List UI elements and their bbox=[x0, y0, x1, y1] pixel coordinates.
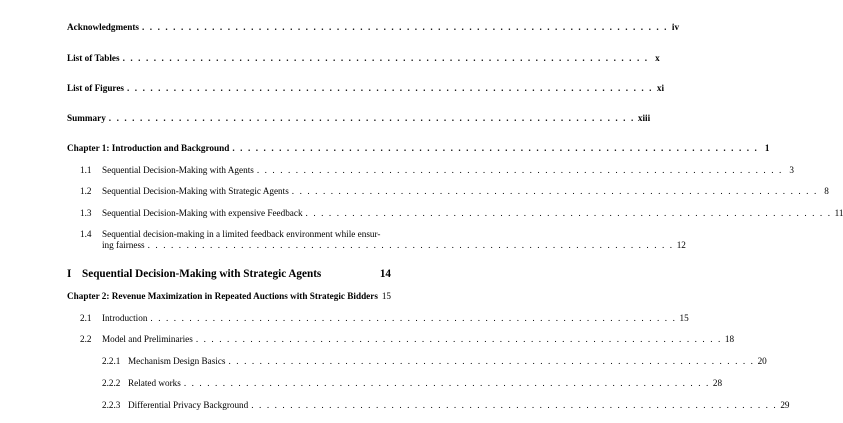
toc-label-line-1: Sequential decision-making in a limited feedback environment while ensur- bbox=[102, 229, 381, 239]
part-title: Sequential Decision-Making with Strategic Agents bbox=[82, 268, 322, 280]
dot-leader: . . . . . . . . . . . . . . . . . . . . . . . . . . . . . . . . . . . . . . . . . . . . . . . . . . . . . . . . . . . . . . . . . . . . bbox=[147, 240, 674, 250]
toc-chapter-1[interactable] bbox=[67, 143, 770, 154]
toc-label: Related works bbox=[128, 378, 181, 388]
section-number: 2.2.2 bbox=[102, 378, 121, 388]
toc-label: Sequential Decision-Making with Strategic Agents bbox=[102, 186, 289, 196]
dot-leader: . . . . . . . . . . . . . . . . . . . . . . . . . . . . . . . . . . . . . . . . . . . . . . . . . . . . . . . . . . . . . . . . . . . . bbox=[251, 400, 778, 410]
toc-chapter-2[interactable] bbox=[67, 291, 391, 302]
section-number: 2.2.1 bbox=[102, 356, 121, 366]
toc-entry-acknowledgments[interactable] bbox=[67, 22, 680, 33]
toc-section-2-2[interactable] bbox=[80, 334, 735, 345]
toc-page-number: 15 bbox=[381, 291, 391, 301]
part-number: I bbox=[67, 268, 72, 280]
dot-leader: . . . . . . . . . . . . . . . . . . . . . . . . . . . . . . . . . . . . . . . . . . . . . . . . . . . . . . . . . . . . . . . . . . . . bbox=[195, 334, 722, 344]
toc-section-1-1[interactable] bbox=[80, 165, 794, 176]
toc-section-1-4-continued[interactable] bbox=[102, 240, 686, 251]
toc-label: Differential Privacy Background bbox=[128, 400, 249, 410]
dot-leader: . . . . . . . . . . . . . . . . . . . . . . . . . . . . . . . . . . . . . . . . . . . . . . . . . . . . . . . . . . . . . . . . . . . . bbox=[256, 165, 783, 175]
toc-label: List of Figures bbox=[67, 83, 124, 93]
toc-page-number: 12 bbox=[676, 240, 686, 250]
toc-label-line-2: ing fairness bbox=[102, 240, 145, 250]
toc-page-number: 3 bbox=[789, 165, 794, 175]
section-number: 1.4 bbox=[80, 229, 92, 239]
toc-page-number: xiii bbox=[637, 113, 651, 123]
section-number: 2.2 bbox=[80, 334, 92, 344]
dot-leader: . . . . . . . . . . . . . . . . . . . . . . . . . . . . . . . . . . . . . . . . . . . . . . . . . . . . . . . . . . . . . . . . . . . . bbox=[127, 83, 654, 93]
section-number: 1.2 bbox=[80, 186, 92, 196]
toc-label: List of Tables bbox=[67, 53, 120, 63]
toc-part-1[interactable] bbox=[67, 268, 391, 280]
section-number: 2.1 bbox=[80, 313, 92, 323]
toc-label: Chapter 1: Introduction and Background bbox=[67, 143, 230, 153]
toc-page-number: x bbox=[655, 53, 660, 63]
toc-section-2-1[interactable] bbox=[80, 313, 689, 324]
section-number: 1.3 bbox=[80, 208, 92, 218]
toc-page-number: 1 bbox=[764, 143, 770, 153]
toc-page-number: 28 bbox=[712, 378, 723, 388]
toc-section-1-3[interactable] bbox=[80, 208, 843, 219]
toc-label: Sequential Decision-Making with Agents bbox=[102, 165, 254, 175]
dot-leader: . . . . . . . . . . . . . . . . . . . . . . . . . . . . . . . . . . . . . . . . . . . . . . . . . . . . . . . . . . . . . . . . . . . . bbox=[228, 356, 755, 366]
toc-entry-summary[interactable] bbox=[67, 113, 651, 124]
dot-leader: . . . . . . . . . . . . . . . . . . . . . . . . . . . . . . . . . . . . . . . . . . . . . . . . . . . . . . . . . . . . . . . . . . . . bbox=[232, 143, 759, 153]
toc-section-1-2[interactable] bbox=[80, 186, 829, 197]
toc-label: Chapter 2: Revenue Maximization in Repeated Auctions with Strategic Bidders bbox=[67, 291, 378, 301]
toc-page-number: 15 bbox=[679, 313, 689, 323]
toc-label: Mechanism Design Basics bbox=[128, 356, 226, 366]
toc-page-number: 8 bbox=[824, 186, 829, 196]
toc-page-number: 20 bbox=[757, 356, 767, 366]
toc-label: Summary bbox=[67, 113, 106, 123]
section-number: 1.1 bbox=[80, 165, 92, 175]
toc-subsection-2-2-1[interactable] bbox=[102, 356, 767, 367]
toc-section-1-4[interactable] bbox=[80, 229, 391, 240]
section-number: 2.2.3 bbox=[102, 400, 121, 410]
dot-leader: . . . . . . . . . . . . . . . . . . . . . . . . . . . . . . . . . . . . . . . . . . . . . . . . . . . . . . . . . . . . . . . . . . . . bbox=[291, 186, 818, 196]
toc-page-number: 14 bbox=[379, 268, 391, 280]
toc-subsection-2-2-2[interactable] bbox=[102, 378, 723, 389]
toc-page-number: 18 bbox=[724, 334, 735, 344]
toc-label: Sequential Decision-Making with expensive Feedback bbox=[102, 208, 303, 218]
toc-page-number: iv bbox=[671, 22, 680, 32]
toc-subsection-2-2-3[interactable] bbox=[102, 400, 790, 411]
toc-page-number: 29 bbox=[780, 400, 790, 410]
toc-entry-list-of-tables[interactable] bbox=[67, 53, 660, 64]
toc-page-number: xi bbox=[656, 83, 665, 93]
dot-leader: . . . . . . . . . . . . . . . . . . . . . . . . . . . . . . . . . . . . . . . . . . . . . . . . . . . . . . . . . . . . . . . . . . . . bbox=[141, 22, 669, 32]
dot-leader: . . . . . . . . . . . . . . . . . . . . . . . . . . . . . . . . . . . . . . . . . . . . . . . . . . . . . . . . . . . . . . . . . . . . bbox=[108, 113, 635, 123]
toc-label: Acknowledgments bbox=[67, 22, 139, 32]
toc-entry-list-of-figures[interactable] bbox=[67, 83, 665, 94]
toc-label: Introduction bbox=[102, 313, 148, 323]
dot-leader: . . . . . . . . . . . . . . . . . . . . . . . . . . . . . . . . . . . . . . . . . . . . . . . . . . . . . . . . . . . . . . . . . . . . bbox=[150, 313, 677, 323]
dot-leader: . . . . . . . . . . . . . . . . . . . . . . . . . . . . . . . . . . . . . . . . . . . . . . . . . . . . . . . . . . . . . . . . . . . . bbox=[122, 53, 649, 63]
toc-label: Model and Preliminaries bbox=[102, 334, 193, 344]
toc-page-number: 11 bbox=[834, 208, 843, 218]
dot-leader: . . . . . . . . . . . . . . . . . . . . . . . . . . . . . . . . . . . . . . . . . . . . . . . . . . . . . . . . . . . . . . . . . . . . bbox=[183, 378, 710, 388]
dot-leader: . . . . . . . . . . . . . . . . . . . . . . . . . . . . . . . . . . . . . . . . . . . . . . . . . . . . . . . . . . . . . . . . . . . . bbox=[305, 208, 832, 218]
